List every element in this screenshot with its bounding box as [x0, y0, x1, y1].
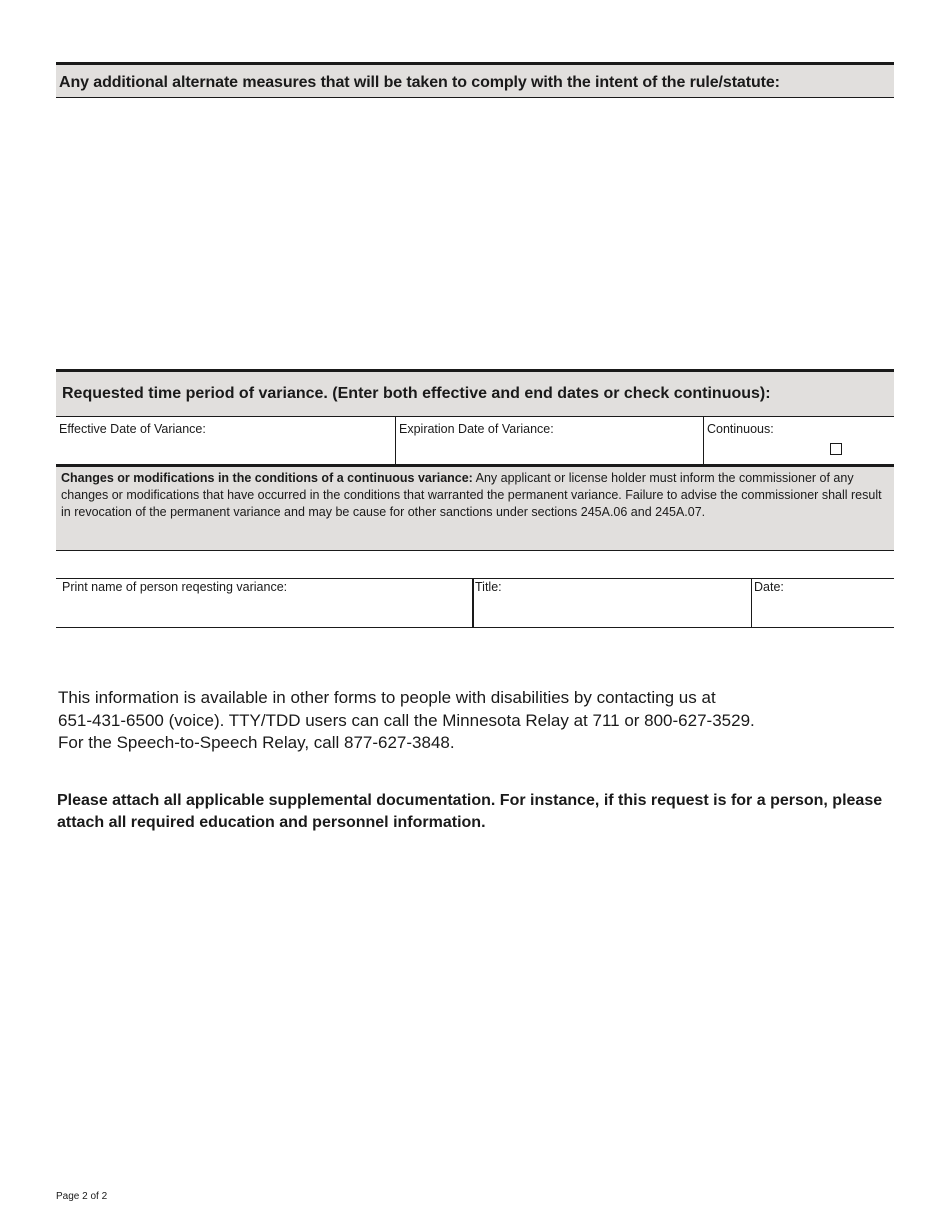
- dates-row: [56, 416, 894, 464]
- title-field[interactable]: [474, 579, 752, 627]
- attach-documentation-note: Please attach all applicable supplemental documentation. For instance, if this request is for a person, please attach all required education and personnel information.: [57, 792, 883, 831]
- expiration-date-label: Expiration Date of Variance:: [399, 422, 554, 436]
- accessibility-line-2: 651-431-6500 (voice). TTY/TDD users can call the Minnesota Relay at 711 or 800-627-3529.: [58, 710, 755, 730]
- requester-name-field[interactable]: [56, 579, 474, 627]
- alternate-measures-field[interactable]: [56, 100, 894, 368]
- alternate-measures-header: [56, 62, 894, 98]
- date-label: Date:: [754, 580, 784, 594]
- effective-date-field[interactable]: [56, 417, 396, 465]
- notice-paragraph: [61, 470, 891, 521]
- expiration-date-field[interactable]: [396, 417, 704, 465]
- signature-row: [56, 578, 894, 628]
- accessibility-line-3: For the Speech-to-Speech Relay, call 877-627-3848.: [58, 733, 455, 752]
- time-period-heading: Requested time period of variance. (Enter both effective and end dates or check continuous):: [62, 385, 771, 402]
- continuous-cell: [704, 417, 894, 465]
- effective-date-label: Effective Date of Variance:: [59, 422, 206, 436]
- alternate-measures-heading: Any additional alternate measures that will be taken to comply with the intent of the rule/statute:: [59, 74, 780, 91]
- continuous-label: Continuous:: [707, 422, 774, 436]
- accessibility-notice: [58, 687, 898, 755]
- continuous-checkbox[interactable]: [830, 443, 842, 455]
- date-field[interactable]: [752, 579, 894, 627]
- continuous-variance-notice: [56, 464, 894, 551]
- title-label: Title:: [475, 580, 502, 594]
- time-period-header: [56, 369, 894, 416]
- requester-name-label: Print name of person reqesting variance:: [62, 580, 288, 594]
- accessibility-line-1: This information is available in other forms to people with disabilities by contacting us at: [58, 688, 716, 707]
- notice-text: Any applicant or license holder must inform the commissioner of any changes or modifications that have occurred in the conditions that warranted the permanent variance. Failure to advise the commissioner shall result in revocation of the permanent variance and may be cause for other sanctions under sections 245A.06 and 245A.07.: [61, 471, 882, 519]
- page-number: Page 2 of 2: [56, 1191, 108, 1202]
- notice-bold-lead: Changes or modifications in the conditions of a continuous variance:: [61, 471, 473, 485]
